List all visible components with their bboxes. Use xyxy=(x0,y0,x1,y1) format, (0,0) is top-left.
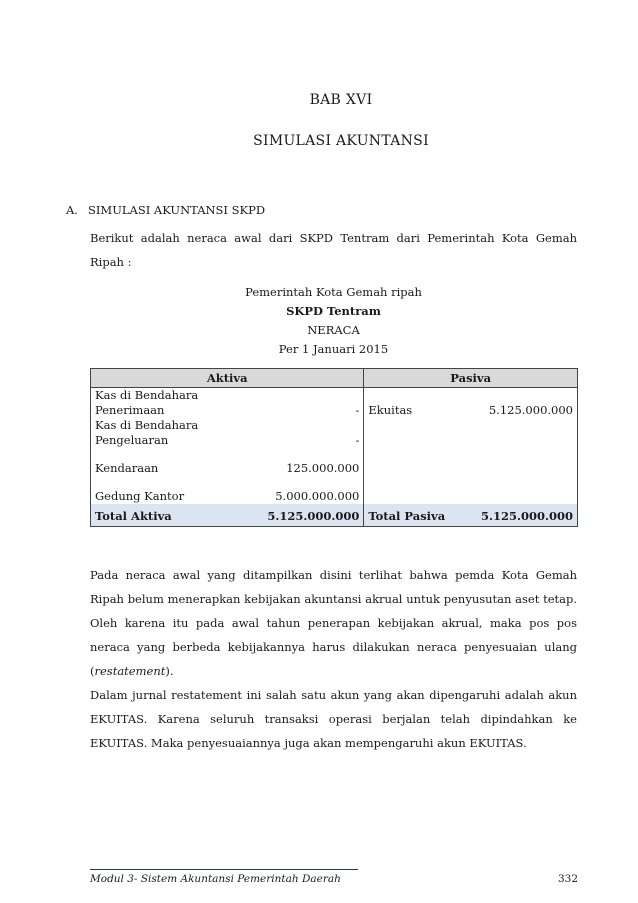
aktiva-value: 5.000.000.000 xyxy=(254,476,364,504)
statement-unit: SKPD Tentram xyxy=(286,304,381,318)
table-row xyxy=(91,388,578,419)
table-row xyxy=(91,476,578,504)
aktiva-name xyxy=(91,388,255,419)
explanation-paragraph xyxy=(90,563,577,683)
pasiva-name xyxy=(364,418,460,448)
aktiva-value: - xyxy=(254,418,364,448)
pasiva-value xyxy=(460,418,577,448)
aktiva-value: - xyxy=(254,388,364,419)
table-header-row xyxy=(91,369,578,388)
page-number: 332 xyxy=(557,873,578,885)
section-title: SIMULASI AKUNTANSI SKPD xyxy=(88,203,266,217)
total-row xyxy=(91,504,578,527)
pasiva-empty-cell xyxy=(364,448,460,476)
explanation-text: Pada neraca awal yang ditampilkan disini terlihat bahwa pemda Kota Gemah Ripah belum menerapkan kebijakan akuntansi akrual untuk penyusutan aset tetap. Oleh karena itu pada awal tahun penerapan kebijakan akrual, maka pos pos neraca yang berbeda kebijakannya harus dilakukan neraca penyesuaian ulang ( xyxy=(90,568,577,678)
table-row xyxy=(91,448,578,476)
aktiva-name: Kendaraan xyxy=(91,448,255,476)
explanation-end: ). xyxy=(165,664,174,678)
intro-paragraph: Berikut adalah neraca awal dari SKPD Tentram dari Pemerintah Kota Gemah Ripah : xyxy=(90,231,577,269)
journal-paragraph: Dalam jurnal restatement ini salah satu akun yang akan dipengaruhi adalah akun EKUITAS. Karena seluruh transaksi operasi berjalan telah dipindahkan ke EKUITAS. Maka penyesuaiannya juga akan mempengaruhi akun EKUITAS. xyxy=(90,688,577,750)
statement-name: NERACA xyxy=(307,323,360,337)
pasiva-value: 5.125.000.000 xyxy=(460,388,577,419)
aktiva-name-line2: Penerimaan xyxy=(95,403,165,417)
header-pasiva: Pasiva xyxy=(364,369,578,388)
aktiva-value: 125.000.000 xyxy=(254,448,364,476)
total-pasiva-value: 5.125.000.000 xyxy=(460,504,577,527)
aktiva-name-line1: Kas di Bendahara xyxy=(95,388,199,402)
pasiva-empty-cell xyxy=(460,448,577,476)
pasiva-empty-cell xyxy=(460,476,577,504)
aktiva-name xyxy=(91,418,255,448)
footer-module-title: Modul 3- Sistem Akuntansi Pemerintah Daerah xyxy=(90,873,341,885)
aktiva-name-line1: Kas di Bendahara xyxy=(95,418,199,432)
pasiva-empty-cell xyxy=(364,476,460,504)
restatement-term: restatement xyxy=(94,664,166,678)
balance-sheet-table xyxy=(90,368,578,527)
total-aktiva-value: 5.125.000.000 xyxy=(254,504,364,527)
chapter-title: SIMULASI AKUNTANSI xyxy=(253,133,429,149)
header-aktiva: Aktiva xyxy=(91,369,364,388)
chapter-number: BAB XVI xyxy=(309,92,373,108)
statement-heading xyxy=(90,283,577,359)
aktiva-name-line2: Pengeluaran xyxy=(95,433,169,447)
total-aktiva-label: Total Aktiva xyxy=(91,504,255,527)
aktiva-name: Gedung Kantor xyxy=(91,476,255,504)
table-row xyxy=(91,418,578,448)
statement-date: Per 1 Januari 2015 xyxy=(278,342,389,356)
section-heading xyxy=(66,203,265,217)
section-marker: A. xyxy=(66,203,78,217)
total-pasiva-label: Total Pasiva xyxy=(364,504,460,527)
footer-divider xyxy=(90,869,358,870)
statement-entity: Pemerintah Kota Gemah ripah xyxy=(245,285,422,299)
pasiva-name: Ekuitas xyxy=(364,388,460,419)
